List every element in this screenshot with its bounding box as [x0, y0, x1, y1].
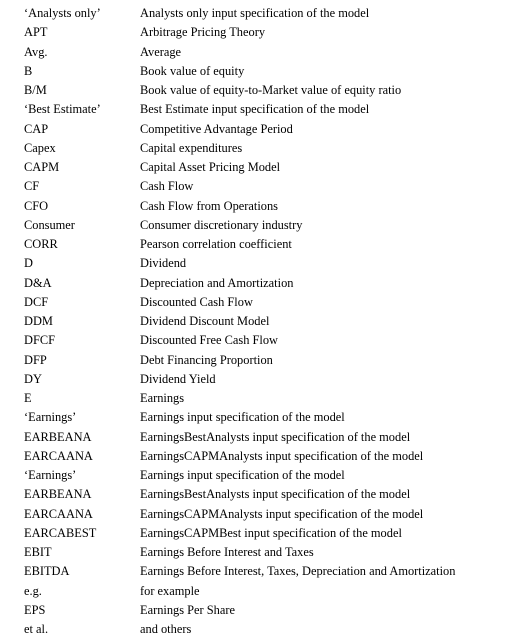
glossary-definition: Consumer discretionary industry [140, 217, 303, 232]
glossary-definition: Earnings Before Interest, Taxes, Depreciation and Amortization [140, 564, 456, 579]
glossary-term: EARBEANA [24, 429, 92, 444]
glossary-entry [24, 428, 500, 447]
glossary-entry [24, 216, 500, 235]
glossary-entry [24, 408, 500, 427]
glossary-term: Consumer [24, 217, 75, 232]
glossary-entry [24, 370, 500, 389]
glossary-term: CFO [24, 198, 49, 213]
glossary-definition: Debt Financing Proportion [140, 352, 273, 367]
glossary-term: EARBEANA [24, 487, 92, 502]
glossary-definition: Earnings [140, 391, 185, 406]
glossary-entry [24, 254, 500, 273]
glossary-term: B/M [24, 83, 47, 98]
glossary-entry [24, 543, 500, 562]
glossary-definition: Earnings input specification of the model [140, 468, 345, 483]
glossary-term: D&A [24, 275, 52, 290]
glossary-entry [24, 447, 500, 466]
glossary-entry [24, 485, 500, 504]
glossary-term: CF [24, 179, 40, 194]
glossary-entry [24, 351, 500, 370]
glossary-entry [24, 466, 500, 485]
glossary-entry [24, 312, 500, 331]
glossary-term: EPS [24, 602, 46, 617]
glossary-term: ‘Earnings’ [24, 468, 77, 483]
glossary-definition: Book value of equity [140, 63, 245, 78]
glossary-entry [24, 235, 500, 254]
glossary-definition: Cash Flow [140, 179, 194, 194]
glossary-term: EARCAANA [24, 506, 93, 521]
glossary-term: EARCABEST [24, 525, 97, 540]
glossary-entry [24, 100, 500, 119]
glossary-term: EBIT [24, 545, 52, 560]
glossary-term: EARCAANA [24, 448, 93, 463]
glossary-entry [24, 177, 500, 196]
glossary-entry [24, 23, 500, 42]
glossary-entry [24, 197, 500, 216]
glossary-term: CORR [24, 237, 58, 252]
glossary-term: et al. [24, 622, 49, 637]
glossary-definition: Capital expenditures [140, 140, 243, 155]
glossary-definition: Best Estimate input specification of the model [140, 102, 370, 117]
glossary-definition: Earnings input specification of the model [140, 410, 345, 425]
glossary-term: D [24, 256, 33, 271]
glossary-definition: and others [140, 622, 192, 637]
glossary-term: DY [24, 371, 42, 386]
glossary-definition: Dividend Discount Model [140, 314, 270, 329]
glossary-definition: EarningsCAPMAnalysts input specification of the model [140, 448, 424, 463]
glossary-term: ‘Earnings’ [24, 410, 77, 425]
glossary-entry [24, 389, 500, 408]
glossary-definition: Discounted Free Cash Flow [140, 333, 279, 348]
glossary-definition: EarningsBestAnalysts input specification of the model [140, 429, 411, 444]
glossary-entry [24, 120, 500, 139]
glossary-entry [24, 62, 500, 81]
glossary-entry [24, 158, 500, 177]
glossary-term: B [24, 63, 33, 78]
glossary-entry [24, 4, 500, 23]
glossary-entry [24, 331, 500, 350]
glossary-definition: Cash Flow from Operations [140, 198, 279, 213]
glossary-entry [24, 139, 500, 158]
glossary-definition: Average [140, 44, 182, 59]
glossary-term: APT [24, 25, 48, 40]
glossary-entry [24, 524, 500, 543]
glossary-term: EBITDA [24, 564, 70, 579]
glossary-definition: Capital Asset Pricing Model [140, 160, 281, 175]
glossary-definition: Discounted Cash Flow [140, 294, 253, 309]
glossary-definition: EarningsCAPMBest input specification of the model [140, 525, 402, 540]
glossary-entry [24, 274, 500, 293]
glossary-entry [24, 562, 500, 581]
glossary-definition: Competitive Advantage Period [140, 121, 293, 136]
glossary-term: DDM [24, 314, 53, 329]
glossary-definition: Depreciation and Amortization [140, 275, 294, 290]
glossary-entry [24, 43, 500, 62]
glossary-entry [24, 601, 500, 620]
glossary-term: Avg. [24, 44, 48, 59]
glossary-entry [24, 293, 500, 312]
glossary-definition: EarningsCAPMAnalysts input specification of the model [140, 506, 424, 521]
glossary-definition: Dividend [140, 256, 187, 271]
glossary-definition: Analysts only input specification of the model [140, 6, 370, 21]
abbreviations-list [24, 4, 500, 639]
glossary-definition: Arbitrage Pricing Theory [140, 25, 266, 40]
glossary-entry [24, 505, 500, 524]
glossary-definition: Earnings Per Share [140, 602, 235, 617]
glossary-term: DCF [24, 294, 49, 309]
glossary-term: e.g. [24, 583, 42, 598]
glossary-term: CAPM [24, 160, 60, 175]
glossary-term: CAP [24, 121, 49, 136]
glossary-term: DFP [24, 352, 47, 367]
glossary-definition: Dividend Yield [140, 371, 216, 386]
glossary-term: ‘Best Estimate’ [24, 102, 101, 117]
glossary-entry [24, 582, 500, 601]
glossary-definition: Earnings Before Interest and Taxes [140, 545, 314, 560]
glossary-definition: EarningsBestAnalysts input specification of the model [140, 487, 411, 502]
glossary-term: DFCF [24, 333, 55, 348]
glossary-term: E [24, 391, 32, 406]
glossary-definition: for example [140, 583, 200, 598]
glossary-definition: Book value of equity-to-Market value of equity ratio [140, 83, 402, 98]
glossary-term: ‘Analysts only’ [24, 6, 101, 21]
glossary-term: Capex [24, 140, 56, 155]
glossary-entry [24, 81, 500, 100]
glossary-definition: Pearson correlation coefficient [140, 237, 292, 252]
